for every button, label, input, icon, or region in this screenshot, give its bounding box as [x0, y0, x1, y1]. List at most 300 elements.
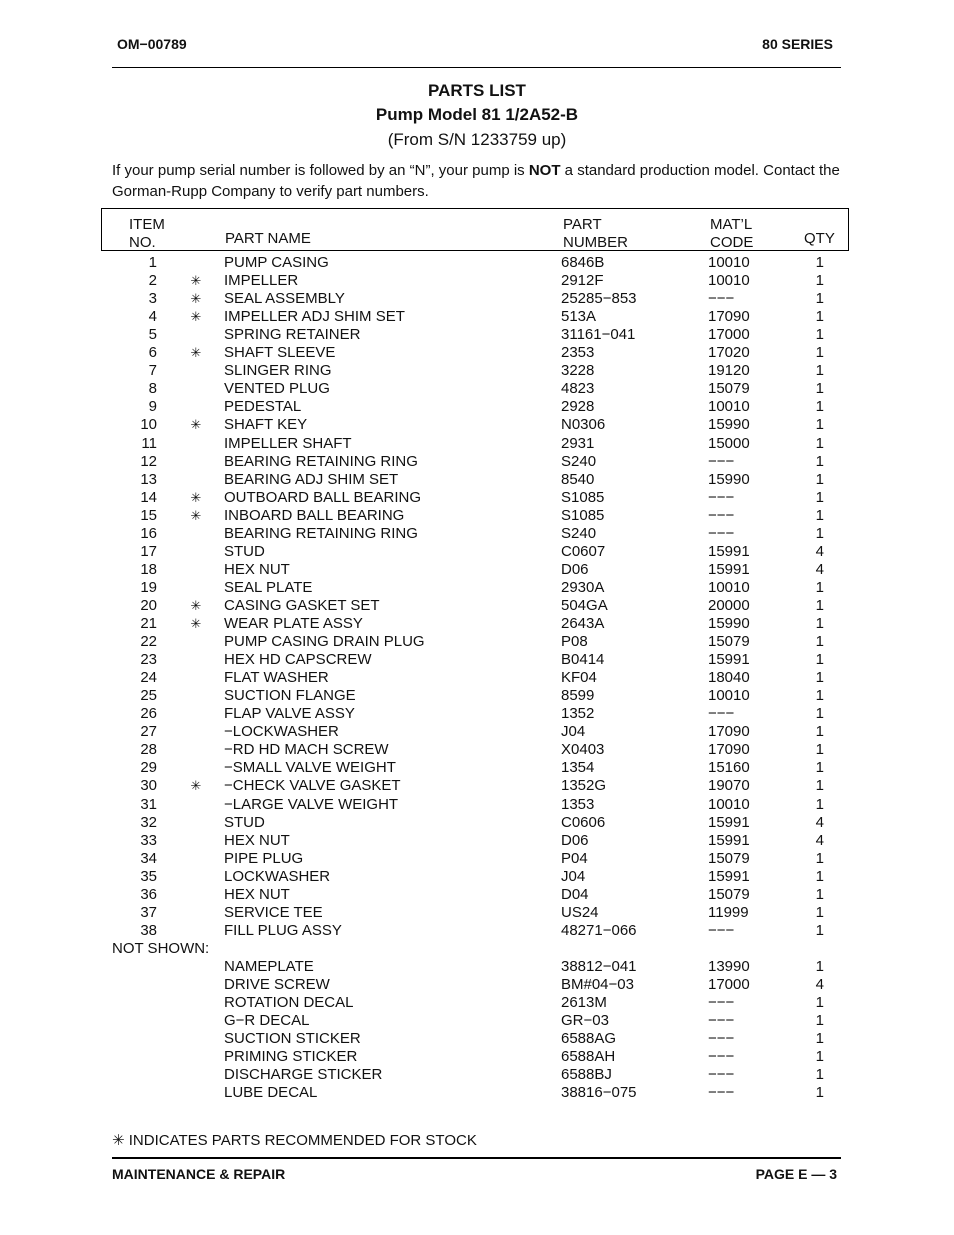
part-number: 6588BJ: [561, 1066, 612, 1084]
item-number: 10: [140, 416, 157, 434]
material-code: −−−: [708, 921, 735, 939]
part-name: −SMALL VALVE WEIGHT: [224, 759, 396, 777]
material-code: 15990: [708, 470, 750, 488]
table-row: [0, 669, 954, 687]
part-name: G−R DECAL: [224, 1012, 310, 1030]
table-row: [0, 344, 954, 362]
part-name: ROTATION DECAL: [224, 994, 354, 1012]
table-row: [0, 453, 954, 471]
part-name: OUTBOARD BALL BEARING: [224, 488, 421, 506]
stock-star-icon: ✳: [190, 489, 202, 505]
material-code: −−−: [708, 1012, 735, 1030]
part-number: 1353: [561, 795, 595, 813]
quantity: 1: [815, 705, 824, 723]
material-code: −−−: [708, 1066, 735, 1084]
quantity: 1: [815, 290, 824, 308]
part-number: 6588AH: [561, 1048, 616, 1066]
item-number: 30: [140, 777, 157, 795]
item-number: 27: [140, 723, 157, 741]
item-number: 14: [140, 488, 157, 506]
part-name: IMPELLER ADJ SHIM SET: [224, 308, 405, 326]
part-name: −LOCKWASHER: [224, 723, 339, 741]
part-name: PUMP CASING: [224, 254, 329, 271]
part-number: 38812−041: [561, 957, 637, 975]
material-code: −−−: [708, 1084, 735, 1102]
material-code: 15990: [708, 615, 750, 632]
material-code: 15991: [708, 867, 750, 885]
part-number: 1354: [561, 759, 595, 777]
stock-star-icon: ✳: [190, 507, 202, 523]
material-code: 17000: [708, 976, 750, 993]
quantity: 4: [815, 976, 824, 993]
item-number: 20: [140, 596, 157, 614]
material-code: 19070: [708, 777, 750, 795]
item-number: 25: [140, 687, 157, 705]
table-row: [0, 326, 954, 344]
item-number: 31: [140, 795, 157, 813]
part-name: HEX HD CAPSCREW: [224, 651, 372, 669]
material-code: 15000: [708, 434, 750, 452]
material-code: −−−: [708, 506, 735, 524]
quantity: 1: [815, 669, 824, 687]
part-name: IMPELLER SHAFT: [224, 434, 352, 452]
part-name: SUCTION FLANGE: [224, 687, 356, 705]
stock-star-icon: ✳: [190, 616, 202, 631]
not-shown-label: NOT SHOWN:: [112, 939, 210, 957]
quantity: 1: [815, 1012, 824, 1030]
item-number: 22: [140, 633, 157, 651]
part-name: DRIVE SCREW: [224, 976, 330, 993]
item-number: 2: [148, 272, 157, 290]
pump-model-title: Pump Model 81 1/2A52-B: [375, 105, 579, 124]
part-name: BEARING ADJ SHIM SET: [224, 470, 399, 488]
item-number: 33: [140, 831, 157, 849]
part-number: D04: [561, 885, 589, 903]
intro-paragraph: [112, 160, 852, 202]
material-code: −−−: [708, 524, 735, 542]
part-number: 504GA: [561, 596, 608, 614]
part-number: J04: [561, 723, 586, 741]
table-row: [0, 561, 954, 579]
quantity: 1: [815, 723, 824, 741]
quantity: 4: [815, 542, 824, 560]
quantity: 1: [815, 488, 824, 506]
part-name: HEX NUT: [224, 885, 290, 903]
quantity: 1: [815, 1066, 824, 1084]
part-name: STUD: [224, 813, 265, 831]
serial-range-subtitle: (From S/N 1233759 up): [387, 130, 567, 149]
quantity: 1: [815, 777, 824, 795]
quantity: 1: [815, 416, 824, 434]
part-name: −CHECK VALVE GASKET: [224, 777, 401, 795]
material-code: 15079: [708, 380, 750, 398]
table-row: [0, 705, 954, 723]
part-name: FILL PLUG ASSY: [224, 921, 342, 939]
item-number: 6: [148, 344, 157, 362]
section-label: MAINTENANCE & REPAIR: [112, 1166, 286, 1182]
header-rule: [112, 67, 841, 68]
table-row: [0, 272, 954, 290]
table-row: [0, 741, 954, 759]
part-number: 2931: [561, 434, 595, 452]
quantity: 1: [815, 470, 824, 488]
table-row: [0, 308, 954, 326]
not-shown-row: [0, 958, 954, 976]
part-number: 3228: [561, 362, 595, 380]
material-code: 10010: [708, 254, 750, 271]
table-row: [0, 633, 954, 651]
part-name: SEAL PLATE: [224, 578, 313, 596]
item-number: 26: [140, 705, 157, 723]
part-name: HEX NUT: [224, 560, 290, 578]
material-code: 15079: [708, 633, 750, 651]
table-row: [0, 597, 954, 615]
item-number: 38: [140, 921, 157, 939]
part-number: 6588AG: [561, 1030, 617, 1048]
table-row: [0, 507, 954, 525]
not-shown-row: [0, 1012, 954, 1030]
table-row: [0, 254, 954, 272]
quantity: 1: [815, 795, 824, 813]
material-code: 15079: [708, 849, 750, 867]
stock-star-icon: ✳: [190, 273, 202, 289]
quantity: 1: [815, 434, 824, 452]
stock-star-icon: ✳: [190, 778, 202, 794]
part-name: HEX NUT: [224, 831, 290, 849]
table-row: [0, 868, 954, 886]
quantity: 1: [815, 885, 824, 903]
table-row: [0, 651, 954, 669]
table-row: [0, 832, 954, 850]
intro-text-before: If your pump serial number is followed by an “N”, your pump is: [112, 162, 529, 179]
quantity: 1: [815, 633, 824, 651]
table-header: [101, 208, 849, 251]
table-row: [0, 886, 954, 904]
item-number: 37: [140, 903, 157, 921]
material-code: 10010: [708, 272, 750, 290]
part-number: 2928: [561, 398, 595, 416]
item-number: 32: [140, 813, 157, 831]
item-number: 23: [140, 651, 157, 669]
header-part-name: PART NAME: [225, 230, 311, 247]
material-code: 19120: [708, 362, 750, 380]
part-number: GR−03: [561, 1012, 609, 1030]
not-shown-row: [0, 1066, 954, 1084]
table-row: [0, 380, 954, 398]
not-shown-row: [0, 1030, 954, 1048]
quantity: 1: [815, 651, 824, 669]
header-qty: QTY: [804, 230, 835, 247]
item-number: 11: [141, 434, 157, 452]
table-row: [0, 416, 954, 434]
part-number: BM#04−03: [561, 976, 634, 993]
part-number: 2912F: [561, 272, 604, 290]
material-code: −−−: [708, 290, 735, 308]
part-name: SHAFT SLEEVE: [224, 344, 336, 362]
quantity: 1: [815, 1048, 824, 1066]
part-name: STUD: [224, 542, 265, 560]
material-code: −−−: [708, 705, 735, 723]
quantity: 1: [815, 759, 824, 777]
stock-footnote: ✳ INDICATES PARTS RECOMMENDED FOR STOCK: [112, 1132, 477, 1149]
part-number: S1085: [561, 488, 605, 506]
quantity: 1: [815, 398, 824, 416]
material-code: 15991: [708, 542, 750, 560]
header-part-line1: PART: [563, 216, 602, 233]
part-number: 1352G: [561, 777, 607, 795]
part-number: 4823: [561, 380, 595, 398]
table-row: [0, 687, 954, 705]
quantity: 1: [815, 452, 824, 470]
item-number: 9: [148, 398, 157, 416]
item-number: 5: [148, 326, 157, 344]
part-number: 1352: [561, 705, 595, 723]
series-label: 80 SERIES: [762, 36, 833, 52]
quantity: 1: [815, 994, 824, 1012]
part-name: SHAFT KEY: [224, 416, 308, 434]
material-code: 17000: [708, 326, 750, 344]
material-code: −−−: [708, 1030, 735, 1048]
quantity: 1: [815, 308, 824, 326]
quantity: 1: [815, 903, 824, 921]
part-number: C0606: [561, 813, 606, 831]
material-code: 15160: [708, 759, 750, 777]
material-code: 11999: [708, 903, 749, 921]
part-number: S1085: [561, 506, 605, 524]
material-code: 17020: [708, 344, 750, 362]
item-number: 17: [140, 542, 157, 560]
not-shown-row: [0, 1048, 954, 1066]
material-code: 17090: [708, 723, 750, 741]
quantity: 1: [815, 615, 824, 632]
part-number: 25285−853: [561, 290, 637, 308]
quantity: 1: [815, 578, 824, 596]
part-number: 8599: [561, 687, 595, 705]
item-number: 24: [140, 669, 157, 687]
item-number: 19: [140, 578, 157, 596]
part-number: D06: [561, 560, 589, 578]
item-number: 36: [140, 885, 157, 903]
material-code: 13990: [708, 957, 750, 975]
table-row: [0, 471, 954, 489]
table-row: [0, 362, 954, 380]
item-number: 16: [140, 524, 157, 542]
part-name: SEAL ASSEMBLY: [224, 290, 345, 308]
part-name: SUCTION STICKER: [224, 1030, 361, 1048]
not-shown-row: [0, 994, 954, 1012]
part-number: S240: [561, 524, 597, 542]
part-name: −RD HD MACH SCREW: [224, 741, 389, 759]
table-row: [0, 814, 954, 832]
part-number: P04: [561, 849, 588, 867]
quantity: 4: [815, 813, 824, 831]
quantity: 1: [815, 867, 824, 885]
material-code: 15079: [708, 885, 750, 903]
part-name: DISCHARGE STICKER: [224, 1066, 383, 1084]
part-name: VENTED PLUG: [224, 380, 330, 398]
material-code: 15990: [708, 416, 750, 434]
footer-rule: [112, 1157, 841, 1159]
quantity: 1: [815, 326, 824, 344]
material-code: 15991: [708, 831, 750, 849]
table-row: [0, 796, 954, 814]
part-number: 8540: [561, 470, 595, 488]
stock-star-icon: ✳: [190, 597, 202, 613]
part-number: 2353: [561, 344, 595, 362]
part-number: US24: [561, 903, 599, 921]
part-number: P08: [561, 633, 588, 651]
stock-star-icon: ✳: [190, 417, 202, 433]
material-code: 10010: [708, 398, 750, 416]
quantity: 1: [815, 596, 824, 614]
material-code: 10010: [708, 687, 750, 705]
item-number: 8: [148, 380, 157, 398]
part-number: 38816−075: [561, 1084, 637, 1102]
part-name: IMPELLER: [224, 272, 299, 290]
part-name: LUBE DECAL: [224, 1084, 318, 1102]
part-name: BEARING RETAINING RING: [224, 452, 418, 470]
part-number: J04: [561, 867, 586, 885]
item-number: 21: [140, 615, 157, 632]
item-number: 34: [140, 849, 157, 867]
material-code: 20000: [708, 596, 750, 614]
part-number: B0414: [561, 651, 605, 669]
header-code-line2: CODE: [710, 234, 754, 251]
quantity: 4: [815, 831, 824, 849]
material-code: 17090: [708, 741, 750, 759]
material-code: 10010: [708, 795, 750, 813]
part-number: N0306: [561, 416, 606, 434]
table-row: [0, 615, 954, 633]
stock-star-icon: ✳: [190, 345, 202, 361]
quantity: 1: [815, 687, 824, 705]
document-id: OM−00789: [117, 36, 187, 52]
not-shown-row: [0, 976, 954, 994]
item-number: 4: [148, 308, 157, 326]
part-name: PEDESTAL: [224, 398, 302, 416]
header-code-line1: MAT’L: [710, 216, 753, 233]
stock-star-icon: ✳: [190, 309, 202, 325]
quantity: 1: [815, 921, 824, 939]
part-number: 48271−066: [561, 921, 637, 939]
item-number: 28: [140, 741, 157, 759]
table-row: [0, 525, 954, 543]
quantity: 1: [815, 344, 824, 362]
part-name: CASING GASKET SET: [224, 596, 380, 614]
header-item-line2: NO.: [129, 234, 156, 251]
part-number: 2613M: [561, 994, 607, 1012]
quantity: 1: [815, 1084, 824, 1102]
item-number: 7: [148, 362, 157, 380]
material-code: 17090: [708, 308, 750, 326]
table-row: [0, 723, 954, 741]
item-number: 3: [148, 290, 157, 308]
table-row: [0, 922, 954, 940]
page-title: PARTS LIST: [428, 81, 526, 100]
material-code: −−−: [708, 994, 735, 1012]
quantity: 1: [815, 957, 824, 975]
table-row: [0, 904, 954, 922]
table-row: [0, 850, 954, 868]
part-number: 2643A: [561, 615, 605, 632]
header-item-line1: ITEM: [129, 216, 165, 233]
part-name: FLAT WASHER: [224, 669, 329, 687]
part-name: SERVICE TEE: [224, 903, 323, 921]
part-name: SPRING RETAINER: [224, 326, 361, 344]
item-number: 12: [140, 452, 157, 470]
item-number: 15: [140, 506, 157, 524]
intro-text-after: a standard production model. Contact the Gorman-Rupp Company to verify part numbers.: [112, 162, 840, 200]
part-number: 6846B: [561, 254, 605, 271]
table-row: [0, 290, 954, 308]
item-number: 18: [140, 560, 157, 578]
table-row: [0, 579, 954, 597]
intro-text-bold: NOT: [528, 162, 561, 179]
not-shown-row: [0, 1084, 954, 1102]
quantity: 4: [815, 560, 824, 578]
quantity: 1: [815, 506, 824, 524]
table-row: [0, 489, 954, 507]
material-code: −−−: [708, 488, 735, 506]
part-number: 31161−041: [561, 326, 636, 344]
table-row: [0, 543, 954, 561]
part-name: −LARGE VALVE WEIGHT: [224, 795, 399, 813]
part-name: LOCKWASHER: [224, 867, 331, 885]
part-number: 513A: [561, 308, 597, 326]
part-number: C0607: [561, 542, 606, 560]
part-name: SLINGER RING: [224, 362, 332, 380]
item-number: 35: [140, 867, 157, 885]
quantity: 1: [815, 380, 824, 398]
part-name: PRIMING STICKER: [224, 1048, 358, 1066]
material-code: −−−: [708, 452, 735, 470]
item-number: 13: [140, 470, 157, 488]
part-number: S240: [561, 452, 597, 470]
material-code: −−−: [708, 1048, 735, 1066]
part-name: FLAP VALVE ASSY: [224, 705, 355, 723]
part-number: KF04: [561, 669, 597, 687]
quantity: 1: [815, 741, 824, 759]
part-number: 2930A: [561, 578, 605, 596]
part-number: X0403: [561, 741, 605, 759]
table-row: [0, 398, 954, 416]
item-number: 1: [148, 254, 157, 271]
quantity: 1: [815, 849, 824, 867]
material-code: 15991: [708, 560, 750, 578]
quantity: 1: [815, 362, 824, 380]
item-number: 29: [140, 759, 157, 777]
quantity: 1: [815, 524, 824, 542]
table-row: [0, 759, 954, 777]
part-name: PUMP CASING DRAIN PLUG: [224, 633, 425, 651]
table-row: [0, 777, 954, 795]
quantity: 1: [815, 1030, 824, 1048]
material-code: 15991: [708, 651, 750, 669]
part-name: INBOARD BALL BEARING: [224, 506, 405, 524]
part-name: NAMEPLATE: [224, 957, 314, 975]
table-row: [0, 435, 954, 453]
part-name: PIPE PLUG: [224, 849, 304, 867]
material-code: 18040: [708, 669, 750, 687]
material-code: 15991: [708, 813, 750, 831]
stock-star-icon: ✳: [190, 291, 202, 307]
header-part-line2: NUMBER: [563, 234, 629, 251]
material-code: 10010: [708, 578, 750, 596]
quantity: 1: [815, 254, 824, 271]
quantity: 1: [815, 272, 824, 290]
page-number: PAGE E — 3: [755, 1166, 837, 1182]
part-name: BEARING RETAINING RING: [224, 524, 418, 542]
